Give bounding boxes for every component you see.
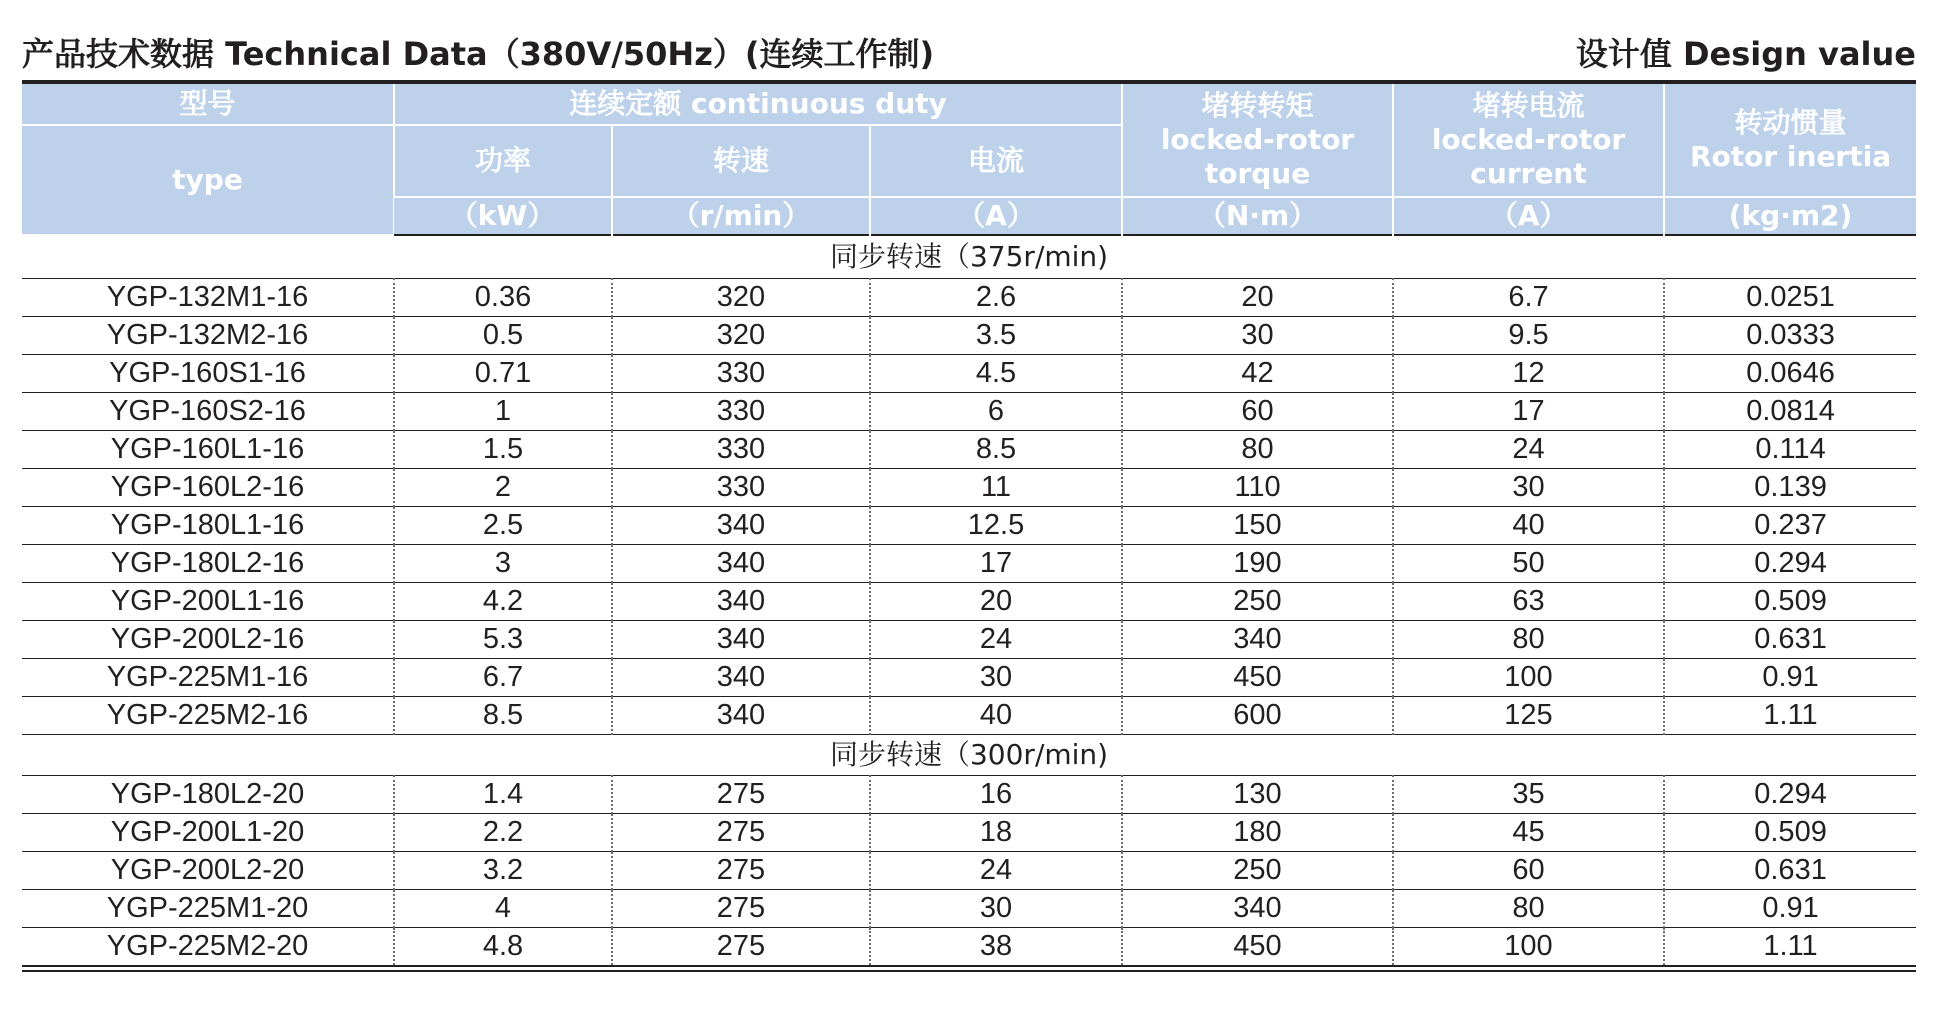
cell-locked-rotor-current: 17 (1393, 393, 1664, 431)
cell-speed: 275 (612, 776, 870, 814)
table-header (22, 80, 1916, 236)
cell-current: 2.6 (870, 279, 1122, 317)
cell-type: YGP-200L1-20 (22, 814, 394, 852)
table-row (22, 393, 1916, 431)
cell-rotor-inertia: 0.631 (1664, 621, 1916, 659)
cell-power: 6.7 (394, 659, 612, 697)
cell-type: YGP-225M1-16 (22, 659, 394, 697)
cell-type: YGP-200L1-16 (22, 583, 394, 621)
cell-current: 11 (870, 469, 1122, 507)
cell-speed: 275 (612, 890, 870, 928)
table-row (22, 852, 1916, 890)
cell-type: YGP-200L2-20 (22, 852, 394, 890)
cell-rotor-inertia: 0.509 (1664, 583, 1916, 621)
cell-locked-rotor-torque: 42 (1122, 355, 1393, 393)
cell-locked-rotor-current: 35 (1393, 776, 1664, 814)
cell-rotor-inertia: 0.509 (1664, 814, 1916, 852)
cell-speed: 330 (612, 355, 870, 393)
cell-current: 30 (870, 890, 1122, 928)
cell-current: 38 (870, 928, 1122, 966)
cell-locked-rotor-torque: 30 (1122, 317, 1393, 355)
header-inertia-en: Rotor inertia (1689, 140, 1892, 173)
cell-locked-rotor-current: 100 (1393, 659, 1664, 697)
cell-locked-rotor-torque: 450 (1122, 928, 1393, 966)
cell-locked-rotor-current: 100 (1393, 928, 1664, 966)
cell-locked-rotor-current: 50 (1393, 545, 1664, 583)
cell-current: 40 (870, 697, 1122, 735)
cell-power: 2.2 (394, 814, 612, 852)
cell-speed: 340 (612, 697, 870, 735)
cell-power: 4.2 (394, 583, 612, 621)
cell-power: 4 (394, 890, 612, 928)
cell-locked-rotor-current: 80 (1393, 890, 1664, 928)
cell-current: 17 (870, 545, 1122, 583)
cell-speed: 330 (612, 431, 870, 469)
header-current-unit: （A） (870, 197, 1122, 235)
cell-rotor-inertia: 0.0814 (1664, 393, 1916, 431)
table-end-rule (22, 965, 1916, 972)
header-current: 电流 (870, 125, 1122, 197)
cell-current: 4.5 (870, 355, 1122, 393)
cell-power: 3 (394, 545, 612, 583)
cell-type: YGP-180L2-20 (22, 776, 394, 814)
cell-speed: 340 (612, 507, 870, 545)
cell-rotor-inertia: 1.11 (1664, 697, 1916, 735)
cell-locked-rotor-torque: 180 (1122, 814, 1393, 852)
cell-locked-rotor-torque: 80 (1122, 431, 1393, 469)
cell-locked-rotor-current: 63 (1393, 583, 1664, 621)
cell-power: 5.3 (394, 621, 612, 659)
group-label: 同步转速（300r/min) (22, 735, 1916, 776)
table-row (22, 814, 1916, 852)
technical-data-sheet (22, 80, 1916, 972)
header-lr-current-en2: current (1470, 157, 1587, 190)
cell-locked-rotor-torque: 250 (1122, 852, 1393, 890)
cell-current: 6 (870, 393, 1122, 431)
cell-locked-rotor-torque: 450 (1122, 659, 1393, 697)
cell-current: 8.5 (870, 431, 1122, 469)
cell-locked-rotor-current: 80 (1393, 621, 1664, 659)
cell-type: YGP-160S2-16 (22, 393, 394, 431)
header-locked-rotor-current (1393, 82, 1664, 197)
header-torque-cn: 堵转转矩 (1201, 89, 1314, 122)
cell-power: 1.5 (394, 431, 612, 469)
cell-type: YGP-160S1-16 (22, 355, 394, 393)
header-torque-unit: （N·m） (1122, 197, 1393, 235)
cell-rotor-inertia: 0.294 (1664, 545, 1916, 583)
cell-speed: 330 (612, 393, 870, 431)
cell-power: 1.4 (394, 776, 612, 814)
table-row (22, 697, 1916, 735)
header-lr-current-cn: 堵转电流 (1472, 89, 1585, 122)
table-row (22, 355, 1916, 393)
table-row (22, 317, 1916, 355)
cell-locked-rotor-current: 24 (1393, 431, 1664, 469)
table-body (22, 236, 1916, 965)
cell-rotor-inertia: 0.0251 (1664, 279, 1916, 317)
header-type-cn: 型号 (22, 82, 394, 125)
cell-speed: 340 (612, 621, 870, 659)
cell-type: YGP-225M1-20 (22, 890, 394, 928)
cell-rotor-inertia: 0.139 (1664, 469, 1916, 507)
table-row (22, 621, 1916, 659)
header-continuous-duty: 连续定额 continuous duty (394, 82, 1122, 125)
page-title: 产品技术数据 Technical Data（380V/50Hz）(连续工作制) (22, 35, 935, 73)
cell-type: YGP-132M2-16 (22, 317, 394, 355)
design-value-label: 设计值 Design value (1575, 35, 1916, 73)
cell-rotor-inertia: 0.631 (1664, 852, 1916, 890)
cell-power: 0.36 (394, 279, 612, 317)
cell-type: YGP-160L2-16 (22, 469, 394, 507)
cell-locked-rotor-torque: 60 (1122, 393, 1393, 431)
cell-speed: 275 (612, 852, 870, 890)
cell-current: 24 (870, 621, 1122, 659)
cell-current: 3.5 (870, 317, 1122, 355)
group-row (22, 236, 1916, 279)
cell-power: 2.5 (394, 507, 612, 545)
table-row (22, 890, 1916, 928)
cell-locked-rotor-torque: 340 (1122, 621, 1393, 659)
cell-power: 0.5 (394, 317, 612, 355)
cell-rotor-inertia: 0.91 (1664, 659, 1916, 697)
cell-locked-rotor-current: 60 (1393, 852, 1664, 890)
title-bar (22, 28, 1916, 74)
cell-locked-rotor-current: 9.5 (1393, 317, 1664, 355)
header-lr-current-unit: （A） (1393, 197, 1664, 235)
cell-locked-rotor-torque: 130 (1122, 776, 1393, 814)
cell-type: YGP-225M2-20 (22, 928, 394, 966)
cell-type: YGP-225M2-16 (22, 697, 394, 735)
cell-locked-rotor-torque: 340 (1122, 890, 1393, 928)
cell-speed: 330 (612, 469, 870, 507)
table-row (22, 928, 1916, 966)
cell-speed: 340 (612, 659, 870, 697)
cell-current: 16 (870, 776, 1122, 814)
cell-rotor-inertia: 0.114 (1664, 431, 1916, 469)
cell-power: 1 (394, 393, 612, 431)
cell-speed: 320 (612, 317, 870, 355)
header-inertia-unit: (kg·m2) (1664, 197, 1916, 235)
cell-rotor-inertia: 0.0333 (1664, 317, 1916, 355)
cell-power: 8.5 (394, 697, 612, 735)
table-row (22, 545, 1916, 583)
cell-power: 0.71 (394, 355, 612, 393)
cell-speed: 275 (612, 928, 870, 966)
table-row (22, 776, 1916, 814)
cell-locked-rotor-current: 6.7 (1393, 279, 1664, 317)
cell-rotor-inertia: 1.11 (1664, 928, 1916, 966)
cell-speed: 340 (612, 545, 870, 583)
table-rows (22, 236, 1916, 965)
table-row (22, 507, 1916, 545)
header-torque-en1: locked-rotor (1160, 123, 1355, 156)
table-row (22, 279, 1916, 317)
header-inertia-cn: 转动惯量 (1734, 106, 1847, 139)
cell-locked-rotor-current: 40 (1393, 507, 1664, 545)
header-speed: 转速 (612, 125, 870, 197)
table-row (22, 659, 1916, 697)
table-row (22, 431, 1916, 469)
table-row (22, 583, 1916, 621)
cell-power: 4.8 (394, 928, 612, 966)
cell-type: YGP-180L1-16 (22, 507, 394, 545)
cell-current: 18 (870, 814, 1122, 852)
cell-current: 12.5 (870, 507, 1122, 545)
cell-power: 2 (394, 469, 612, 507)
cell-locked-rotor-torque: 190 (1122, 545, 1393, 583)
cell-speed: 275 (612, 814, 870, 852)
cell-current: 30 (870, 659, 1122, 697)
header-power: 功率 (394, 125, 612, 197)
cell-rotor-inertia: 0.0646 (1664, 355, 1916, 393)
table-row (22, 469, 1916, 507)
cell-type: YGP-200L2-16 (22, 621, 394, 659)
cell-rotor-inertia: 0.294 (1664, 776, 1916, 814)
cell-locked-rotor-current: 125 (1393, 697, 1664, 735)
header-lr-current-en1: locked-rotor (1431, 123, 1626, 156)
cell-current: 20 (870, 583, 1122, 621)
cell-locked-rotor-torque: 600 (1122, 697, 1393, 735)
cell-locked-rotor-current: 30 (1393, 469, 1664, 507)
header-rotor-inertia (1664, 82, 1916, 197)
group-row (22, 735, 1916, 776)
group-label: 同步转速（375r/min) (22, 236, 1916, 279)
cell-locked-rotor-torque: 20 (1122, 279, 1393, 317)
cell-rotor-inertia: 0.237 (1664, 507, 1916, 545)
cell-rotor-inertia: 0.91 (1664, 890, 1916, 928)
cell-type: YGP-180L2-16 (22, 545, 394, 583)
header-type-en: type (22, 125, 394, 235)
cell-current: 24 (870, 852, 1122, 890)
cell-type: YGP-132M1-16 (22, 279, 394, 317)
cell-locked-rotor-torque: 150 (1122, 507, 1393, 545)
cell-type: YGP-160L1-16 (22, 431, 394, 469)
header-power-unit: （kW） (394, 197, 612, 235)
cell-speed: 320 (612, 279, 870, 317)
header-torque-en2: torque (1204, 157, 1311, 190)
cell-speed: 340 (612, 583, 870, 621)
header-locked-rotor-torque (1122, 82, 1393, 197)
cell-locked-rotor-current: 12 (1393, 355, 1664, 393)
header-speed-unit: （r/min） (612, 197, 870, 235)
cell-locked-rotor-torque: 110 (1122, 469, 1393, 507)
cell-locked-rotor-current: 45 (1393, 814, 1664, 852)
cell-locked-rotor-torque: 250 (1122, 583, 1393, 621)
cell-power: 3.2 (394, 852, 612, 890)
